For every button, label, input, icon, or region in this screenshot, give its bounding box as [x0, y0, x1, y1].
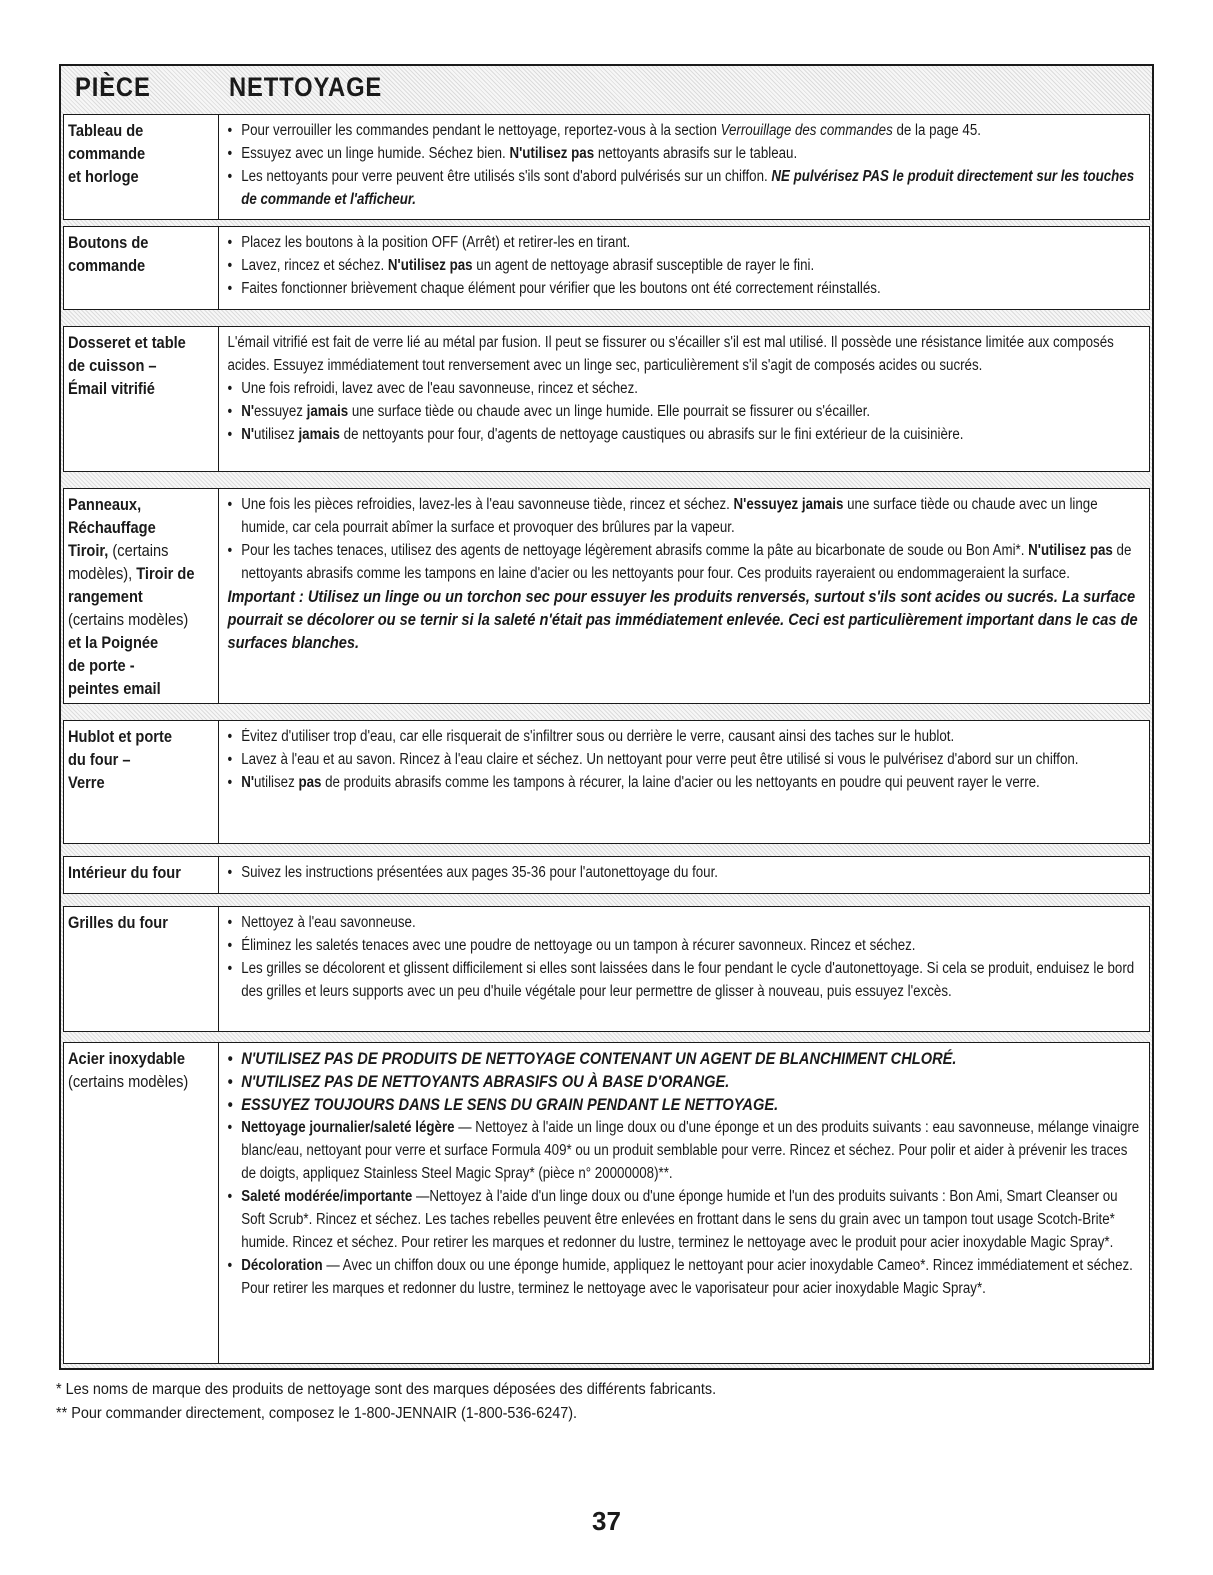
list-item: • N'utilisez pas de produits abrasifs comme les tampons à récurer, la laine d'acier ou les nettoyants en poudre qui peuvent rayer le verre.: [224, 771, 1144, 794]
list-item: • ESSUYEZ TOUJOURS DANS LE SENS DU GRAIN PENDANT LE NETTOYAGE.: [224, 1093, 1144, 1116]
list-item: • N'UTILISEZ PAS DE NETTOYANTS ABRASIFS OU À BASE D'ORANGE.: [224, 1070, 1144, 1093]
footnote: ** Pour commander directement, composez le 1-800-JENNAIR (1-800-536-6247).: [56, 1405, 578, 1422]
nettoyage-cell: [224, 1043, 1149, 1300]
list-item: • Suivez les instructions présentées aux pages 35-36 pour l'autonettoyage du four.: [224, 861, 1144, 884]
header-piece: PIÈCE: [75, 72, 151, 102]
piece-label: et horloge: [68, 167, 139, 186]
row-interieur: [63, 856, 1150, 894]
piece-label: rangement: [68, 587, 143, 606]
footnote: * Les noms de marque des produits de nettoyage sont des marques déposées des différents fabricants.: [56, 1381, 717, 1398]
list-item: • Décoloration — Avec un chiffon doux ou une éponge humide, appliquez le nettoyant pour acier inoxydable Cameo*. Rincez immédiatement et séchez. Pour retirer les marques et redonner du lustre, terminez le nettoyage avec le vaporisateur pour acier inoxydable Magic Spray*.: [224, 1254, 1144, 1300]
piece-label: commande: [68, 144, 146, 163]
piece-label: Acier inoxydable: [68, 1049, 186, 1068]
row-tableau: [63, 114, 1150, 220]
list-item: • N'utilisez jamais de nettoyants pour four, d'agents de nettoyage caustiques ou abrasifs sur le fini extérieur de la cuisinière.: [224, 423, 1144, 446]
list-item: • Les grilles se décolorent et glissent difficilement si elles sont laissées dans le four pendant le cycle d'autonettoyage. Si cela se produit, enduisez le bord des grilles et leurs supports avec un peu d'huile végétale pour leur permettre de glisser à nouveau, puis essuyez l'excès.: [224, 957, 1144, 1003]
list-item: • Pour verrouiller les commandes pendant le nettoyage, reportez-vous à la section Verrouillage des commandes de la page 45.: [224, 119, 1144, 142]
piece-label: et la Poignée: [68, 633, 159, 652]
piece-label: Dosseret et table: [68, 333, 186, 352]
piece-label: Panneaux,: [68, 495, 142, 514]
list-item: • Lavez à l'eau et au savon. Rincez à l'eau claire et séchez. Un nettoyant pour verre peut être utilisé si vous le pulvérisez d'abord sur un chiffon.: [224, 748, 1144, 771]
list-item: • Lavez, rincez et séchez. N'utilisez pas un agent de nettoyage abrasif susceptible de rayer le fini.: [224, 254, 1144, 277]
list-item: • Éliminez les saletés tenaces avec une poudre de nettoyage ou un tampon à récurer savonneux. Rincez et séchez.: [224, 934, 1144, 957]
list-item: • Les nettoyants pour verre peuvent être utilisés s'ils sont d'abord pulvérisés sur un chiffon. NE pulvérisez PAS le produit directement sur les touches de commande et l'afficheur.: [224, 165, 1144, 211]
list-item: • Faites fonctionner brièvement chaque élément pour vérifier que les boutons ont été correctement réinstallés.: [224, 277, 1144, 300]
list-item: • Une fois les pièces refroidies, lavez-les à l'eau savonneuse tiède, rincez et séchez. N'essuyez jamais une surface tiède ou chaude avec un linge humide, car cela pourrait abîmer la surface et provoquer des brûlures par la vapeur.: [224, 493, 1144, 539]
piece-label: Tableau de: [68, 121, 144, 140]
piece-label: commande: [68, 256, 146, 275]
footnotes: [56, 1378, 1091, 1426]
nettoyage-cell: [224, 907, 1149, 1003]
table-header: [61, 66, 1152, 116]
piece-cell: [64, 489, 219, 703]
list-item: • Placez les boutons à la position OFF (Arrêt) et retirer-les en tirant.: [224, 231, 1144, 254]
list-item: • N'essuyez jamais une surface tiède ou chaude avec un linge humide. Elle pourrait se fissurer ou s'écailler.: [224, 400, 1144, 423]
list-item: • Nettoyez à l'eau savonneuse.: [224, 911, 1144, 934]
piece-cell: [64, 1043, 219, 1363]
piece-cell: [64, 115, 219, 219]
piece-label: Boutons de: [68, 233, 149, 252]
piece-label: Grilles du four: [68, 913, 168, 932]
page-number: 37: [592, 1506, 621, 1536]
piece-label: de cuisson –: [68, 356, 157, 375]
piece-label: Réchauffage: [68, 518, 156, 537]
piece-label: Émail vitrifié: [68, 379, 155, 398]
piece-label: peintes email: [68, 679, 161, 698]
list-item: • N'UTILISEZ PAS DE PRODUITS DE NETTOYAGE CONTENANT UN AGENT DE BLANCHIMENT CHLORÉ.: [224, 1047, 1144, 1070]
list-item: • Évitez d'utiliser trop d'eau, car elle risquerait de s'infiltrer sous ou derrière le verre, causant ainsi des taches sur le hublot.: [224, 725, 1144, 748]
piece-cell: [64, 907, 219, 1031]
list-item: • Pour les taches tenaces, utilisez des agents de nettoyage légèrement abrasifs comme la pâte au bicarbonate de soude ou Bon Ami*. N'utilisez pas de nettoyants abrasifs comme les tampons en laine d'acier ou les nettoyants pour four. Ces produits rayeraient ou endommageraient la surface.: [224, 539, 1144, 585]
intro-paragraph: L'émail vitrifié est fait de verre lié au métal par fusion. Il peut se fissurer ou s'écailler s'il est mal utilisé. Il possède une résistance limitée aux composés acides. Essuyez immédiatement tout renversement avec un linge sec, particulièrement s'il s'agit de composés acides ou sucrés.: [227, 334, 1114, 374]
piece-label: (certains modèles): [68, 610, 189, 629]
list-item: • Essuyez avec un linge humide. Séchez bien. N'utilisez pas nettoyants abrasifs sur le tableau.: [224, 142, 1144, 165]
nettoyage-cell: [224, 857, 1149, 884]
piece-label: de porte -: [68, 656, 135, 675]
row-dosseret: [63, 326, 1150, 472]
piece-label: Tiroir, (certains: [68, 541, 169, 560]
piece-label: Verre: [68, 773, 105, 792]
piece-label: (certains modèles): [68, 1072, 189, 1091]
nettoyage-cell: [224, 489, 1149, 654]
piece-cell: [64, 857, 219, 893]
nettoyage-cell: [224, 227, 1149, 300]
nettoyage-cell: [224, 721, 1149, 794]
piece-label: du four –: [68, 750, 131, 769]
list-item: • Une fois refroidi, lavez avec de l'eau savonneuse, rincez et séchez.: [224, 377, 1144, 400]
piece-cell: [64, 721, 219, 843]
row-grilles: [63, 906, 1150, 1032]
header-nettoyage: NETTOYAGE: [229, 72, 383, 102]
row-panneaux: [63, 488, 1150, 704]
nettoyage-cell: [224, 115, 1149, 211]
piece-label: Intérieur du four: [68, 863, 181, 882]
row-boutons: [63, 226, 1150, 310]
row-acier: [63, 1042, 1150, 1364]
piece-label: modèles), Tiroir de: [68, 564, 195, 583]
row-hublot: [63, 720, 1150, 844]
important-note: Important : Utilisez un linge ou un torchon sec pour essuyer les produits renversés, surtout s'ils sont acides ou sucrés. La surface pourrait se décolorer ou se ternir si la saleté n'était pas immédiatement enlevée. Ceci est particulièrement important dans le cas de surfaces blanches.: [227, 587, 1138, 652]
piece-cell: [64, 227, 219, 309]
piece-cell: [64, 327, 219, 471]
list-item: • Saleté modérée/importante —Nettoyez à l'aide d'un linge doux ou d'une éponge humide et l'un des produits suivants : Bon Ami, Smart Cleanser ou Soft Scrub*. Rincez et séchez. Les taches rebelles peuvent être enlevées en frottant dans le sens du grain avec un tampon tout usage Scotch-Brite* humide. Rincez et séchez. Pour retirer les marques et redonner du lustre, terminez le nettoyage avec le produit pour acier inoxydable Magic Spray*.: [224, 1185, 1144, 1254]
list-item: • Nettoyage journalier/saleté légère — Nettoyez à l'aide un linge doux ou d'une éponge et un des produits suivants : eau savonneuse, mélange vinaigre blanc/eau, nettoyant pour verre et surface Formula 409* ou un produit semblable pour verre. Rincez et séchez. Pour polir et aider à prévenir les traces de doigts, appliquez Stainless Steel Magic Spray* (pièce n° 20000008)**.: [224, 1116, 1144, 1185]
nettoyage-cell: [224, 327, 1149, 446]
piece-label: Hublot et porte: [68, 727, 172, 746]
